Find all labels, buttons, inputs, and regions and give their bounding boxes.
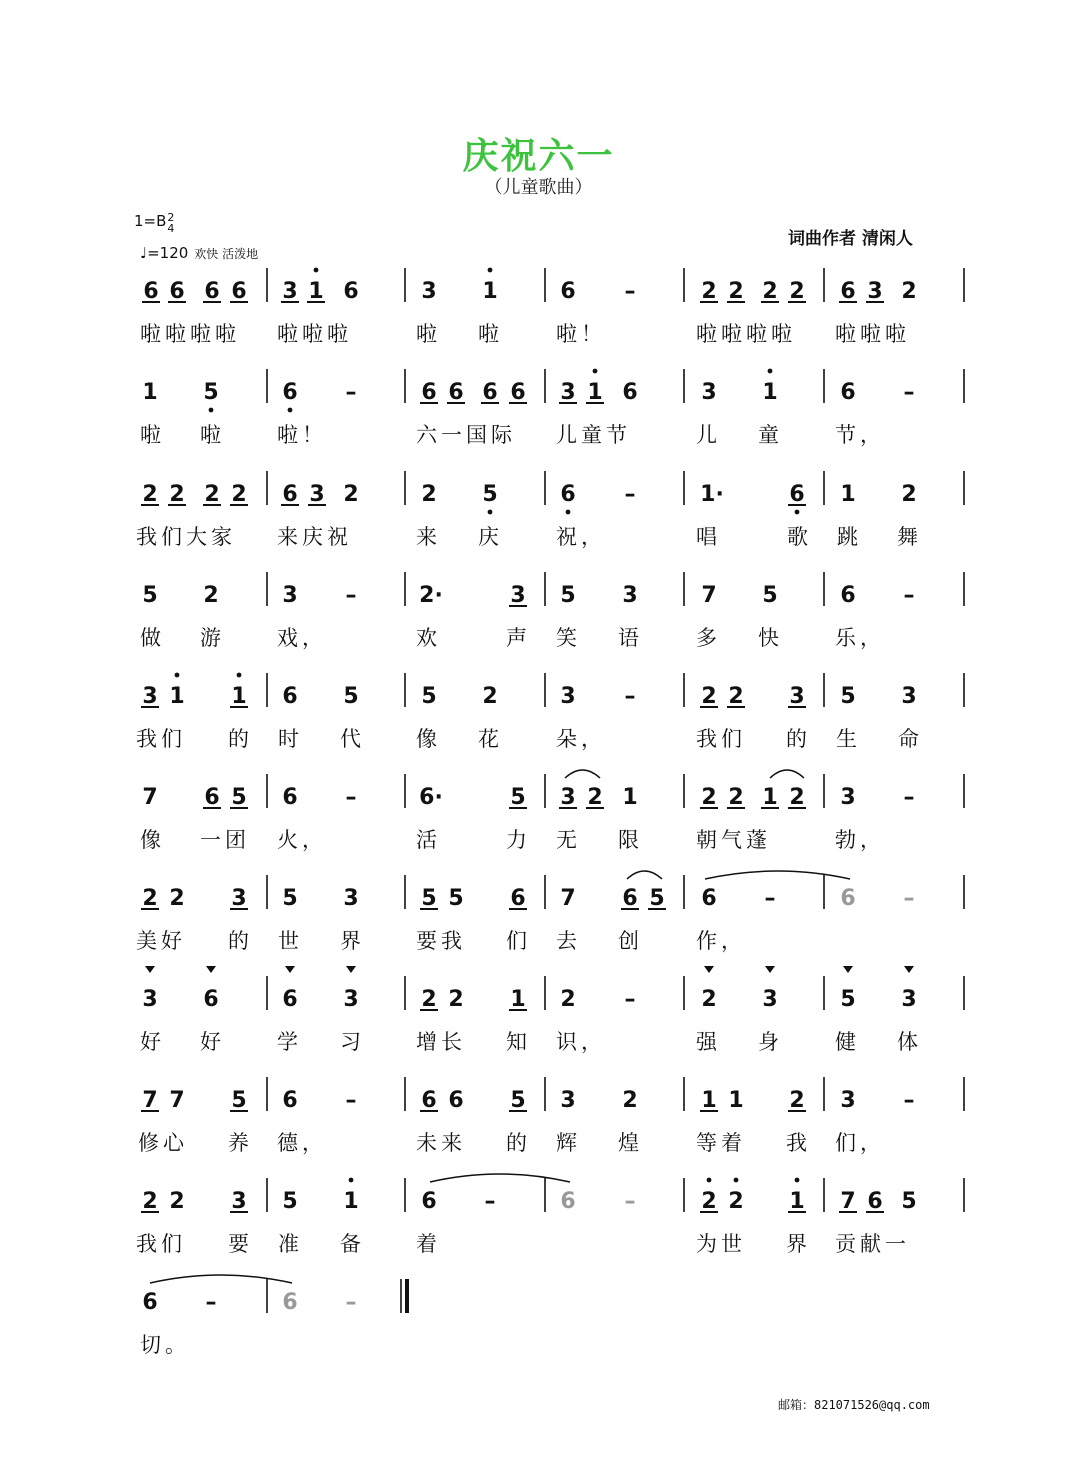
note: 6	[840, 380, 856, 405]
note: 2	[728, 1189, 744, 1214]
note: 7	[142, 1088, 158, 1113]
lyric-syllable: 啦	[140, 423, 165, 447]
note: 6	[560, 1189, 576, 1214]
staccato-marker	[285, 966, 295, 973]
lyric-syllable: 强	[696, 1030, 721, 1054]
lyric-syllable: 等着	[696, 1131, 746, 1155]
lyric-syllable: 游	[200, 626, 225, 650]
lyric-syllable: 庆	[478, 525, 503, 549]
upper-octave-dot	[707, 1178, 712, 1183]
lyric-syllable: 身	[758, 1030, 783, 1054]
lyric-syllable: 儿童节	[556, 423, 631, 447]
note: 1	[762, 380, 778, 405]
lyric-syllable: 世	[278, 929, 303, 953]
lyric-syllable: 唱	[696, 525, 721, 549]
note: 2	[901, 279, 917, 304]
note: 2	[169, 1189, 185, 1214]
note: 6	[169, 279, 185, 304]
note: 6	[789, 482, 805, 507]
quarter-note-icon: ♩	[140, 244, 148, 262]
note: 3	[840, 785, 856, 810]
lyric-syllable: 们，	[835, 1131, 885, 1155]
lyric-syllable: 习	[340, 1030, 365, 1054]
note: 6	[282, 684, 298, 709]
lyric-syllable: 啦	[416, 322, 441, 346]
lyric-syllable: 代	[340, 727, 365, 751]
note: 3	[510, 583, 526, 608]
note: 5	[231, 785, 247, 810]
lyric-syllable: 的	[786, 727, 811, 751]
song-title: 庆祝六一	[462, 136, 615, 177]
lyric-syllable: 去	[556, 929, 581, 953]
note: 2	[421, 482, 437, 507]
note: 2	[728, 785, 744, 810]
note-hold: –	[345, 785, 357, 810]
note: 2	[204, 482, 220, 507]
note-hold: –	[205, 1290, 217, 1315]
lyric-syllable: 来庆祝	[277, 525, 352, 549]
lyric-syllable: 体	[897, 1030, 922, 1054]
lyric-syllable: 啦！	[277, 423, 327, 447]
note: 1·	[700, 482, 724, 507]
note-hold: –	[903, 785, 915, 810]
note: 6	[560, 482, 576, 507]
note: 2	[701, 279, 717, 304]
lyric-syllable: 无	[556, 828, 581, 852]
upper-octave-dot	[795, 1178, 800, 1183]
note-hold: –	[624, 684, 636, 709]
note: 2	[701, 785, 717, 810]
note: 6	[560, 279, 576, 304]
note: 1	[343, 1189, 359, 1214]
lyric-syllable: 多	[696, 626, 721, 650]
lyric-syllable: 准	[278, 1232, 303, 1256]
note: 3	[789, 684, 805, 709]
note: 6	[840, 583, 856, 608]
lower-octave-dot	[566, 510, 571, 515]
note: 2	[343, 482, 359, 507]
lyric-syllable: 识，	[556, 1030, 606, 1054]
lower-octave-dot	[795, 510, 800, 515]
note: 1	[142, 380, 158, 405]
note: 6·	[419, 785, 443, 810]
note: 3	[231, 886, 247, 911]
note: 5	[421, 684, 437, 709]
staccato-marker	[145, 966, 155, 973]
note: 7	[142, 785, 158, 810]
note: 3	[622, 583, 638, 608]
note-hold: –	[903, 1088, 915, 1113]
note: 5	[448, 886, 464, 911]
lyric-syllable: 作，	[696, 929, 746, 953]
upper-octave-dot	[593, 369, 598, 374]
key-label: 1=B	[134, 212, 167, 230]
note: 6	[867, 1189, 883, 1214]
lyric-syllable: 火，	[277, 828, 327, 852]
note: 2	[448, 987, 464, 1012]
note: 7	[701, 583, 717, 608]
note: 3	[560, 785, 576, 810]
lyric-syllable: 贡献一	[835, 1232, 910, 1256]
lyric-syllable: 限	[618, 828, 643, 852]
time-top: 2	[167, 211, 175, 224]
note: 1	[622, 785, 638, 810]
note: 6	[448, 380, 464, 405]
note: 5	[343, 684, 359, 709]
note: 3	[343, 886, 359, 911]
note: 5	[421, 886, 437, 911]
note: 6	[343, 279, 359, 304]
lyric-syllable: 我	[786, 1131, 811, 1155]
note: 2	[762, 279, 778, 304]
note: 2·	[419, 583, 443, 608]
lyric-syllable: 朵，	[556, 727, 606, 751]
note: 7	[840, 1189, 856, 1214]
note: 6	[204, 279, 220, 304]
note: 6	[204, 785, 220, 810]
tempo-value: =120	[147, 244, 189, 262]
note: 3	[142, 987, 158, 1012]
upper-octave-dot	[488, 268, 493, 273]
note: 5	[510, 1088, 526, 1113]
upper-octave-dot	[349, 1178, 354, 1183]
lyric-syllable: 修心	[138, 1131, 188, 1155]
note-hold: –	[345, 380, 357, 405]
lyric-syllable: 养	[228, 1131, 253, 1155]
slur	[565, 770, 600, 778]
lyric-syllable: 朝气蓬	[696, 828, 771, 852]
note: 5	[282, 1189, 298, 1214]
contact-email: 邮箱：821071526@qq.com	[778, 1398, 930, 1412]
tie	[150, 1275, 292, 1283]
lyric-syllable: 节，	[835, 423, 885, 447]
song-subtitle: （儿童歌曲）	[484, 177, 593, 198]
lyric-syllable: 力	[506, 828, 531, 852]
note: 6	[231, 279, 247, 304]
note: 6	[622, 886, 638, 911]
note: 6	[282, 1088, 298, 1113]
note: 2	[142, 886, 158, 911]
lyric-syllable: 我们	[696, 727, 746, 751]
lyric-syllable: 美好	[136, 929, 186, 953]
note: 6	[622, 380, 638, 405]
note: 1	[762, 785, 778, 810]
lyric-syllable: 儿	[696, 423, 721, 447]
lyric-syllable: 童	[758, 423, 783, 447]
note: 2	[421, 987, 437, 1012]
lyric-syllable: 啦啦啦啦	[140, 322, 240, 346]
note: 3	[701, 380, 717, 405]
note: 2	[231, 482, 247, 507]
note: 6	[840, 886, 856, 911]
note-hold: –	[764, 886, 776, 911]
lyric-syllable: 煌	[618, 1131, 643, 1155]
slur	[770, 770, 804, 778]
note: 5	[203, 380, 219, 405]
note: 6	[203, 987, 219, 1012]
upper-octave-dot	[734, 1178, 739, 1183]
note: 2	[622, 1088, 638, 1113]
note: 6	[510, 886, 526, 911]
note: 6	[143, 279, 159, 304]
lyric-syllable: 舞	[897, 525, 922, 549]
lyric-syllable: 我们	[136, 727, 186, 751]
lyric-syllable: 像	[416, 727, 441, 751]
lyric-syllable: 界	[786, 1232, 811, 1256]
lyric-syllable: 我们大家	[136, 525, 236, 549]
lyric-syllable: 创	[618, 929, 643, 953]
note: 7	[169, 1088, 185, 1113]
lyric-syllable: 备	[340, 1232, 365, 1256]
note: 3	[309, 482, 325, 507]
note: 2	[728, 684, 744, 709]
lyric-syllable: 快	[758, 626, 783, 650]
note: 5	[560, 583, 576, 608]
note: 6	[448, 1088, 464, 1113]
note-hold: –	[903, 886, 915, 911]
note: 3	[421, 279, 437, 304]
note: 1	[587, 380, 603, 405]
lyric-syllable: 语	[618, 626, 643, 650]
lyric-syllable: 要	[228, 1232, 253, 1256]
note: 3	[282, 583, 298, 608]
note: 6	[510, 380, 526, 405]
staccato-marker	[904, 966, 914, 973]
lyric-syllable: 德，	[277, 1131, 327, 1155]
note: 6	[701, 886, 717, 911]
lyric-syllable: 啦	[478, 322, 503, 346]
lyric-syllable: 为世	[696, 1232, 746, 1256]
lyric-syllable: 歌	[787, 525, 812, 549]
note: 3	[343, 987, 359, 1012]
lyric-syllable: 健	[835, 1030, 860, 1054]
note: 3	[560, 380, 576, 405]
lyric-syllable: 跳	[837, 525, 862, 549]
note: 1	[169, 684, 185, 709]
lyric-syllable: 知	[506, 1030, 531, 1054]
lyric-syllable: 乐，	[835, 626, 885, 650]
upper-octave-dot	[237, 673, 242, 678]
tie	[430, 1174, 570, 1182]
lyric-syllable: 要我	[416, 929, 466, 953]
lyric-syllable: 像	[140, 828, 165, 852]
note: 2	[901, 482, 917, 507]
note: 3	[867, 279, 883, 304]
staccato-marker	[206, 966, 216, 973]
lyric-syllable: 们	[506, 929, 531, 953]
note: 2	[482, 684, 498, 709]
lyric-syllable: 的	[228, 727, 253, 751]
note: 2	[789, 279, 805, 304]
note: 5	[142, 583, 158, 608]
note: 2	[142, 482, 158, 507]
note: 1	[701, 1088, 717, 1113]
note: 2	[728, 279, 744, 304]
slur	[627, 871, 662, 879]
upper-octave-dot	[175, 673, 180, 678]
staccato-marker	[346, 966, 356, 973]
lyric-syllable: 啦！	[556, 322, 606, 346]
note-hold: –	[903, 583, 915, 608]
note: 5	[901, 1189, 917, 1214]
note: 1	[789, 1189, 805, 1214]
note-hold: –	[345, 1290, 357, 1315]
lyric-syllable: 时	[278, 727, 303, 751]
note: 7	[560, 886, 576, 911]
note: 2	[142, 1189, 158, 1214]
note: 2	[701, 987, 717, 1012]
upper-octave-dot	[314, 268, 319, 273]
lyric-syllable: 来	[416, 525, 441, 549]
note: 2	[203, 583, 219, 608]
lower-octave-dot	[209, 408, 214, 413]
staccato-marker	[704, 966, 714, 973]
lyric-syllable: 好	[200, 1030, 225, 1054]
tempo-style: 欢快 活泼地	[194, 247, 259, 261]
staccato-marker	[765, 966, 775, 973]
lyric-syllable: 六一国际	[416, 423, 516, 447]
note: 5	[510, 785, 526, 810]
note: 5	[649, 886, 665, 911]
note: 6	[421, 1088, 437, 1113]
lyric-syllable: 啦	[200, 423, 225, 447]
tie	[705, 871, 850, 879]
note: 2	[560, 987, 576, 1012]
lower-octave-dot	[288, 408, 293, 413]
lyric-syllable: 啦啦啦啦	[696, 322, 796, 346]
lyric-syllable: 活	[416, 828, 441, 852]
lyric-syllable: 未来	[416, 1131, 466, 1155]
note: 2	[587, 785, 603, 810]
lyric-syllable: 花	[478, 727, 503, 751]
note: 5	[762, 583, 778, 608]
note: 3	[231, 1189, 247, 1214]
note: 6	[282, 785, 298, 810]
lyric-syllable: 啦啦啦	[835, 322, 910, 346]
note: 6	[282, 1290, 298, 1315]
note: 5	[840, 684, 856, 709]
lyric-syllable: 笑	[556, 626, 581, 650]
note-hold: –	[624, 482, 636, 507]
upper-octave-dot	[768, 369, 773, 374]
lyric-syllable: 切。	[140, 1333, 190, 1357]
note: 3	[840, 1088, 856, 1113]
note: 3	[901, 987, 917, 1012]
lyric-syllable: 欢	[416, 626, 441, 650]
lyric-syllable: 戏，	[277, 626, 327, 650]
note: 6	[282, 987, 298, 1012]
note: 3	[560, 684, 576, 709]
note-hold: –	[903, 380, 915, 405]
note: 3	[762, 987, 778, 1012]
note: 1	[510, 987, 526, 1012]
note: 1	[231, 684, 247, 709]
note: 1	[482, 279, 498, 304]
note: 5	[482, 482, 498, 507]
note-hold: –	[624, 1189, 636, 1214]
note: 1	[728, 1088, 744, 1113]
note: 6	[282, 482, 298, 507]
note: 5	[231, 1088, 247, 1113]
lyric-syllable: 我们	[136, 1232, 186, 1256]
note-hold: –	[345, 1088, 357, 1113]
note: 2	[789, 1088, 805, 1113]
note: 3	[282, 279, 298, 304]
lyric-syllable: 增长	[416, 1030, 466, 1054]
note-hold: –	[484, 1189, 496, 1214]
note: 5	[840, 987, 856, 1012]
note: 1	[840, 482, 856, 507]
note: 5	[282, 886, 298, 911]
lyric-syllable: 生	[836, 727, 861, 751]
lyric-syllable: 界	[340, 929, 365, 953]
note: 1	[308, 279, 324, 304]
lyric-syllable: 着	[416, 1232, 441, 1256]
note: 3	[901, 684, 917, 709]
lyric-syllable: 声	[506, 626, 531, 650]
note: 6	[421, 1189, 437, 1214]
lyric-syllable: 学	[277, 1030, 302, 1054]
note: 3	[560, 1088, 576, 1113]
lyric-syllable: 一团	[200, 828, 250, 852]
note: 6	[421, 380, 437, 405]
lyric-syllable: 啦啦啦	[277, 322, 352, 346]
lower-octave-dot	[488, 510, 493, 515]
note: 2	[789, 785, 805, 810]
note: 3	[142, 684, 158, 709]
note: 2	[169, 482, 185, 507]
lyric-syllable: 辉	[556, 1131, 581, 1155]
note: 6	[482, 380, 498, 405]
note-hold: –	[624, 279, 636, 304]
note: 6	[142, 1290, 158, 1315]
note: 6	[840, 279, 856, 304]
lyric-syllable: 命	[898, 727, 923, 751]
note-hold: –	[624, 987, 636, 1012]
note: 6	[282, 380, 298, 405]
note: 2	[169, 886, 185, 911]
lyric-syllable: 做	[140, 626, 165, 650]
lyric-syllable: 勃，	[835, 828, 885, 852]
composer-credit: 词曲作者 清闲人	[788, 229, 913, 249]
note: 2	[701, 1189, 717, 1214]
lyric-syllable: 好	[140, 1030, 165, 1054]
staccato-marker	[843, 966, 853, 973]
note-hold: –	[345, 583, 357, 608]
note: 2	[701, 684, 717, 709]
time-bottom: 4	[167, 222, 175, 235]
lyric-syllable: 的	[506, 1131, 531, 1155]
lyric-syllable: 的	[228, 929, 253, 953]
lyric-syllable: 祝，	[556, 525, 606, 549]
